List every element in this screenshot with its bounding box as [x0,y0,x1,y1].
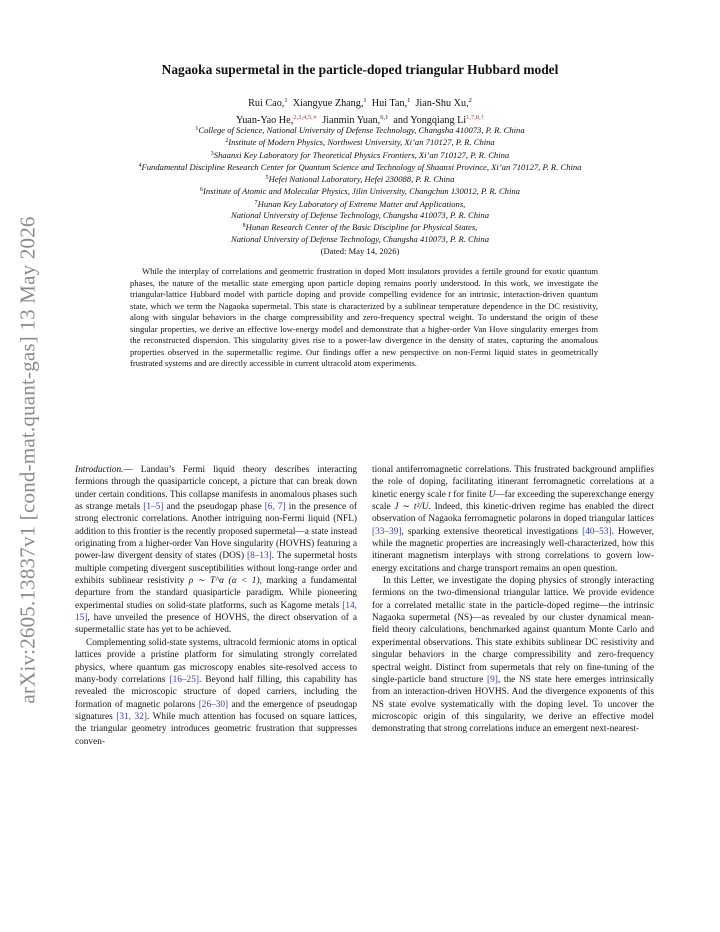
affiliation-text: Hunan Key Laboratory of Extreme Matter and Applications, [257,198,466,209]
right-paragraph-1 [372,464,654,575]
citation-link[interactable]: [40–53] [582,526,612,537]
intro-paragraph-2 [75,637,357,748]
affiliation [40,161,680,173]
citation-link[interactable]: [16–25] [169,674,199,685]
author-name: Xiangyue Zhang, [292,98,364,109]
author-name: Yuan-Yao He, [235,115,294,126]
author-affil-marker: 2 [468,97,472,104]
affiliation-text: Shaanxi Key Laboratory for Theoretical Physics Frontiers, Xi’an 710127, P. R. China [213,149,510,160]
text-run: — Landau’s Fermi liquid theory describes interacting fermions through the quasiparticle concept, a picture that can break down under certain conditions. This collapse manifests in anomalous phases such as strange metals [75,465,357,513]
author-name: Jian-Shu Xu, [415,98,469,109]
section-lead: Introduction. [75,465,124,475]
author-name: and Yongqiang Li [393,115,467,126]
arxiv-stamp [8,210,48,710]
arxiv-identifier: arXiv:2605.13837v1 [cond-mat.quant-gas] 13 May 2026 [15,216,40,704]
author-affil-marker: 1,7,8,† [466,114,485,121]
inline-math: U [488,489,496,500]
affiliation-number: 7 [254,199,258,206]
citation-link[interactable]: [9] [486,674,498,685]
text-run: . Beyond half filling, this capability has revealed the microscopic structure of doped carriers, including the formation of magnetic polarons [75,674,357,710]
dated-line: (Dated: May 14, 2026) [320,246,400,256]
affiliation [40,234,680,245]
affiliation [40,149,680,161]
affiliation [40,124,680,136]
text-run: and the emergence of pseudogap signatures [75,699,358,722]
author-name: Jianmin Yuan, [322,115,381,126]
affiliation-number: 2 [225,138,229,145]
affiliation-number: 1 [195,126,199,132]
affiliation [40,185,680,197]
text-run: In this Letter, we investigate the doping physics of strongly interacting fermions on the two-dimensional triangular lattice. We provide evidence for a correlated metallic state in the particle-doped regime—the intrinsic Nagaoka supermetal (NS)—as revealed by our cluster dynamical mean-field theory calculations, benchmarked against quantum Monte Carlo and experimental observations. This state exhibits sublinear DC resistivity and singular behaviors in the charge compressibility and zero-frequency spectral weight. Distinct from supermetals that rely on fine-tuning of the single-particle band structure [372,576,654,685]
citation-link[interactable]: [8–13] [246,551,272,562]
author-list [80,94,640,128]
affiliation-number: 8 [242,223,246,230]
affiliation-text: Hunan Research Center of the Basic Discipline for Physical States, [245,222,478,233]
affiliation [40,198,680,210]
text-run: —far exceeding the superexchange energy scale [372,489,654,513]
intro-paragraph-1 [75,464,357,637]
text-run: , marking a fundamental departure from the standard quasiparticle paradigm. While pioneering experimental studies on solid-state platforms, such as Kagome metals [75,576,358,611]
affiliation-text: Hefei National Laboratory, Hefei 230088, P. R. China [268,174,455,185]
inline-math: t [448,489,451,500]
left-column [75,464,357,748]
author-affil-marker: 1 [407,97,411,104]
affiliation-text: Institute of Atomic and Molecular Physics, Jilin University, Changchun 130012, P. R. China [203,186,520,197]
affiliation [40,221,680,233]
author-line-1 [80,94,640,111]
affiliation-text: Institute of Modern Physics, Northwest University, Xi’an 710127, P. R. China [228,137,495,148]
text-run: . However, while the magnetic properties are increasingly well-characterized, how this itinerant magnetism interplays with strong correlations to govern low-energy excitations and charge transport remains an open question. [372,526,654,574]
author-affil-marker: 6,1 [380,114,389,121]
text-run: . The supermetal hosts multiple competing divergent susceptibilities without long-range order and exhibits sublinear resistivity [75,551,357,587]
abstract: While the interplay of correlations and geometric frustration in doped Mott insulators provides a fertile ground for exotic quantum phases, the nature of the metallic state emerging upon particle doping remains poorly understood. In this work, we investigate the triangular-lattice Hubbard model with particle doping and provide compelling evidence for an intrinsic, interaction-driven quantum state, which we term the Nagaoka supermetal. This state is characterized by a sublinear temperature dependence in the DC resistivity, along with singular behaviors in the charge compressibility and zero-frequency spectral weight. To understand the origin of these singular properties, we derive an effective low-energy model and demonstrate that a higher-order Van Hove singularity emerges from the reconstructed dispersion. This singularity gives rise to a power-law divergence in the density of states, capturing the anomalous properties observed in the supermetallic regime. Our findings offer a new perspective on non-Fermi liquid states in geometrically frustrated systems and are directly accessible in current ultracold atom experiments. [130,266,598,369]
text-run: . While much attention has focused on square lattices, the triangular geometry introduces geometric frustration that suppresses conven- [75,711,357,747]
right-paragraph-2 [372,575,654,735]
inline-math: ρ ∼ T^α (α < 1) [188,576,260,587]
citation-link[interactable]: [31, 32] [116,711,147,722]
author-affil-marker: 1 [363,97,367,104]
affiliation-text: National University of Defense Technology, Changsha 410073, P. R. China [230,233,490,244]
affiliation-number: 3 [210,150,214,157]
text-run: Complementing solid-state systems, ultracold fermionic atoms in optical lattices provide a pristine platform for simulating strongly correlated physics, where quantum gas microscopy enables site-resolved access to many-body correlations [75,637,357,685]
text-run: , have unveiled the presence of HOVHS, the direct observation of a supermetallic state has yet to be achieved. [75,613,357,636]
affiliation [40,210,680,221]
affiliation-list [40,124,680,245]
author-name: Hui Tan, [371,98,408,109]
author-name: Rui Cao, [248,98,285,109]
affiliation [40,173,680,185]
citation-link[interactable]: [1–5] [143,502,164,513]
text-run: in the presence of strong electronic correlations. Another intriguing non-Fermi liquid (NFL) addition to this frontier is the recently proposed supermetal—a state instead originating from a higher-order Van Hove singularity (HOVHS) featuring a power-law divergent density of states (DOS) [75,502,357,562]
affiliation-text: Fundamental Discipline Research Center for Quantum Science and Technology of Shaanxi Province, Xi’an 710127, P. R. China [141,161,582,172]
citation-link[interactable]: [14, 15] [75,600,357,624]
citation-link[interactable]: [26–30] [198,699,229,710]
paper-title: Nagaoka supermetal in the particle-doped triangular Hubbard model [161,62,559,77]
inline-math: J ∼ t²/U [394,502,429,513]
affiliation-text: National University of Defense Technology, Changsha 410073, P. R. China [230,210,490,221]
affiliation-number: 5 [265,175,269,182]
text-run: , sparking extensive theoretical investigations [401,526,583,537]
text-run: and the pseudogap phase [163,502,265,513]
author-affil-marker: 1 [284,97,288,104]
right-column [372,464,654,736]
text-run: . Indeed, this kinetic-driven regime has enabled the direct observation of Nagaoka ferromagnetic polarons in doped triangular lattices [372,502,655,525]
citation-link[interactable]: [6, 7] [264,502,286,513]
affiliation [40,136,680,148]
citation-link[interactable]: [33–39] [372,526,402,537]
affiliation-number: 6 [200,187,204,194]
affiliation-text: College of Science, National University of Defense Technology, Changsha 410073, P. R. China [198,125,525,135]
affiliation-number: 4 [138,162,142,169]
text-run: , the NS state here emerges intrinsically from an interaction-driven HOVHS. And the divergence exponents of this NS state evolve systematically with the doping level. To uncover the microscopic origin of this singularity, we derive an effective model demonstrating that strong correlations induce an emergent next-nearest- [372,674,655,735]
text-run: for finite [450,489,489,500]
text-run: tional antiferromagnetic correlations. This frustrated background amplifies the role of doping, facilitating itinerant ferromagnetic correlations at a kinetic energy scale [372,465,654,500]
author-affil-marker: 2,3,4,5,∗ [293,114,318,121]
